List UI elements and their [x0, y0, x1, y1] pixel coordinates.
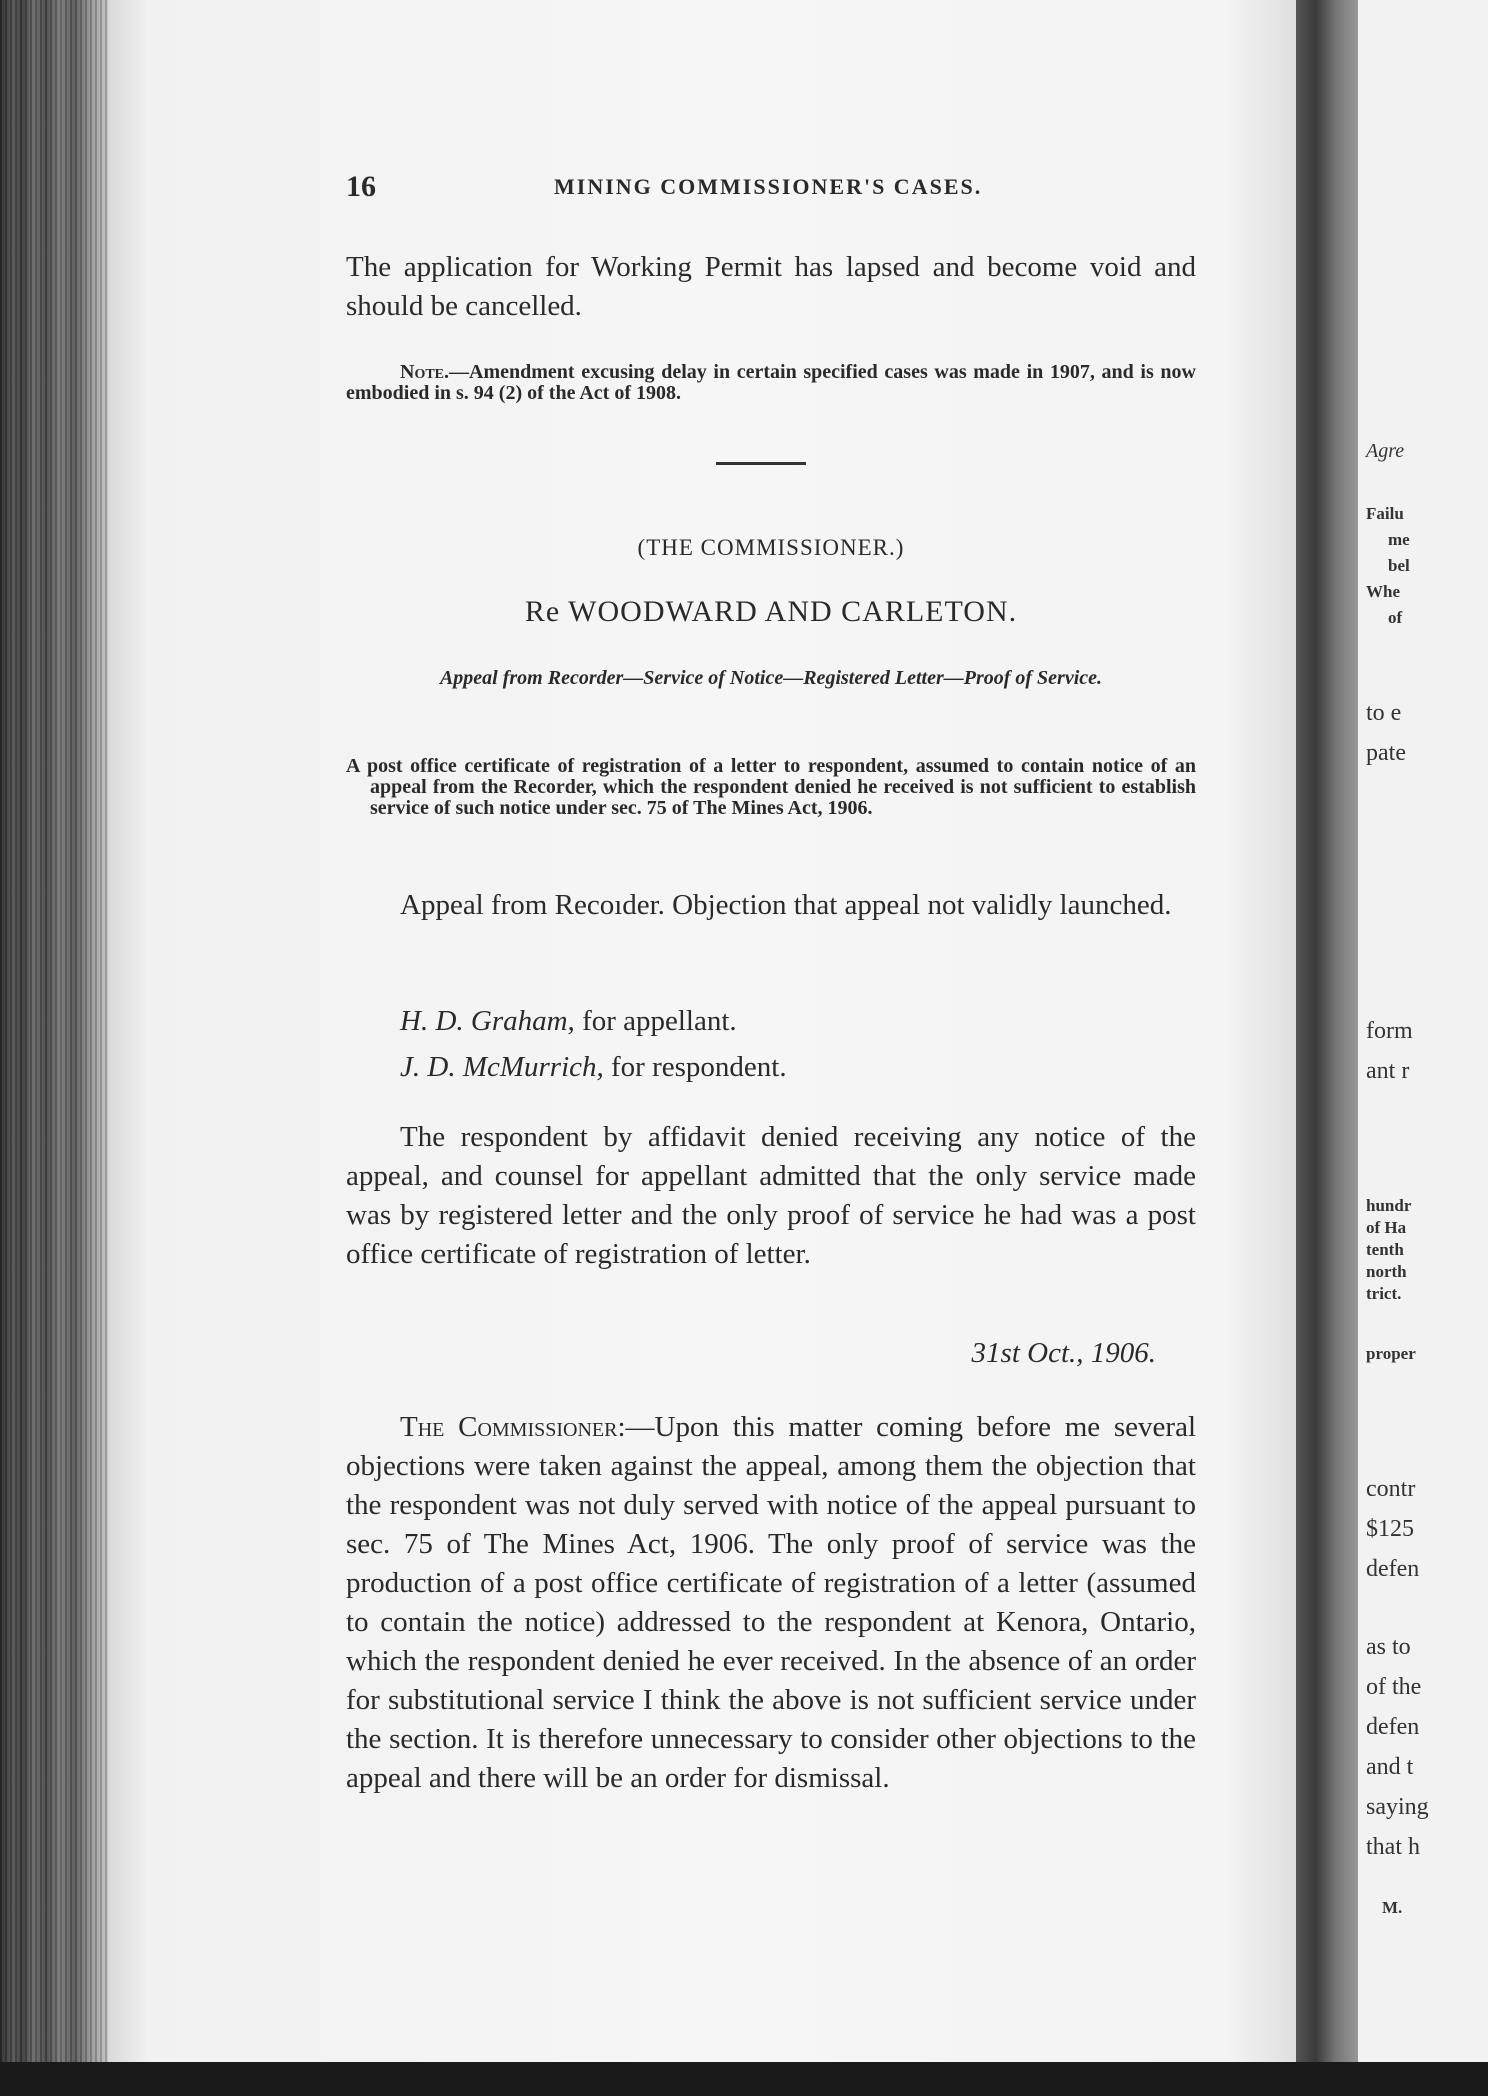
- np-fragment: M.: [1382, 1898, 1403, 1917]
- judgment-paragraph: [346, 1408, 1196, 1798]
- np-fragment: to e: [1366, 700, 1402, 726]
- facts-paragraph: The respondent by affidavit denied receiving any notice of the appeal, and counsel for appellant admitted that the only service made was by registered letter and the only proof of service he had was a post office certificate of registration of letter.: [346, 1121, 1196, 1270]
- counsel-role: for appellant.: [582, 1005, 737, 1037]
- case-title: Re WOODWARD AND CARLETON.: [524, 595, 1018, 628]
- np-fragment: Agre: [1366, 440, 1405, 462]
- np-fragment: $125: [1366, 1516, 1414, 1542]
- np-fragment: bel: [1388, 556, 1410, 575]
- judgment-text: —Upon this matter coming before me several objections were taken against the appeal, among them the objection that the respondent was not duly served with notice of the appeal pursuant to sec. 75 of The Mines Act, 1906. The only proof of service was the production of a post office certificate of registration of a letter (assumed to contain the notice) addressed to the respondent at Kenora, Ontario, which the respondent denied he ever received. In the absence of an order for substitutional service I think the above is not sufficient service under the section. It is therefore unnecessary to consider other objections to the appeal and there will be an order for dismissal.: [346, 1411, 1196, 1794]
- np-fragment: hundr: [1366, 1196, 1412, 1215]
- np-fragment: trict.: [1366, 1284, 1402, 1303]
- np-fragment: tenth: [1366, 1240, 1404, 1259]
- np-fragment: pate: [1366, 740, 1406, 766]
- counsel-appellant: [400, 1002, 1180, 1041]
- np-fragment: north: [1366, 1262, 1407, 1281]
- np-fragment: me: [1388, 530, 1410, 549]
- catchwords: Appeal from Recorder—Service of Notice—Registered Letter—Proof of Service.: [439, 667, 1103, 689]
- judgment-speaker: The Commissioner:: [400, 1411, 626, 1443]
- np-fragment: Failu: [1366, 504, 1404, 523]
- adjacent-page-fragment: [1358, 0, 1488, 2096]
- np-fragment: and t: [1366, 1754, 1414, 1780]
- np-fragment: defen: [1366, 1556, 1420, 1582]
- intro-paragraph: Appeal from Recoıder. Objection that appeal not validly launched.: [400, 889, 1172, 921]
- page-header: [346, 170, 1196, 210]
- np-fragment: of the: [1366, 1674, 1422, 1700]
- opening-paragraph: The application for Working Permit has lapsed and become void and should be cancelled.: [346, 251, 1196, 322]
- section-divider: [716, 462, 806, 465]
- np-fragment: ant r: [1366, 1058, 1410, 1084]
- book-gutter: [1296, 0, 1360, 2096]
- court-label: (THE COMMISSIONER.): [637, 535, 905, 560]
- counsel-name: J. D. McMurrich,: [400, 1051, 604, 1083]
- counsel-role: for respondent.: [611, 1051, 787, 1083]
- counsel-respondent: [400, 1048, 1180, 1087]
- np-fragment: form: [1366, 1018, 1413, 1044]
- np-fragment: Whe: [1366, 582, 1400, 601]
- judgment-date: 31st Oct., 1906.: [971, 1337, 1156, 1369]
- np-fragment: as to: [1366, 1634, 1411, 1660]
- np-fragment: that h: [1366, 1834, 1420, 1860]
- note-paragraph: [346, 362, 1196, 404]
- counsel-name: H. D. Graham,: [400, 1005, 575, 1037]
- scan-bottom-border: [0, 2062, 1488, 2096]
- headnote: A post office certificate of registration of a letter to respondent, assumed to contain notice of an appeal from the Recorder, which the respondent denied he received is not sufficient to establish service of such notice under sec. 75 of The Mines Act, 1906.: [346, 755, 1196, 819]
- np-fragment: saying: [1366, 1794, 1429, 1820]
- note-text: —Amendment excusing delay in certain specified cases was made in 1907, and is now embodied in s. 94 (2) of the Act of 1908.: [346, 361, 1196, 404]
- page-number: 16: [346, 170, 376, 203]
- np-fragment: proper: [1366, 1344, 1416, 1363]
- np-fragment: of Ha: [1366, 1218, 1407, 1237]
- np-fragment: defen: [1366, 1714, 1420, 1740]
- book-edge-left: [0, 0, 112, 2096]
- note-label: Note.: [400, 361, 450, 383]
- np-fragment: contr: [1366, 1476, 1416, 1502]
- np-fragment: of: [1388, 608, 1403, 627]
- running-title: MINING COMMISSIONER'S CASES.: [554, 174, 983, 199]
